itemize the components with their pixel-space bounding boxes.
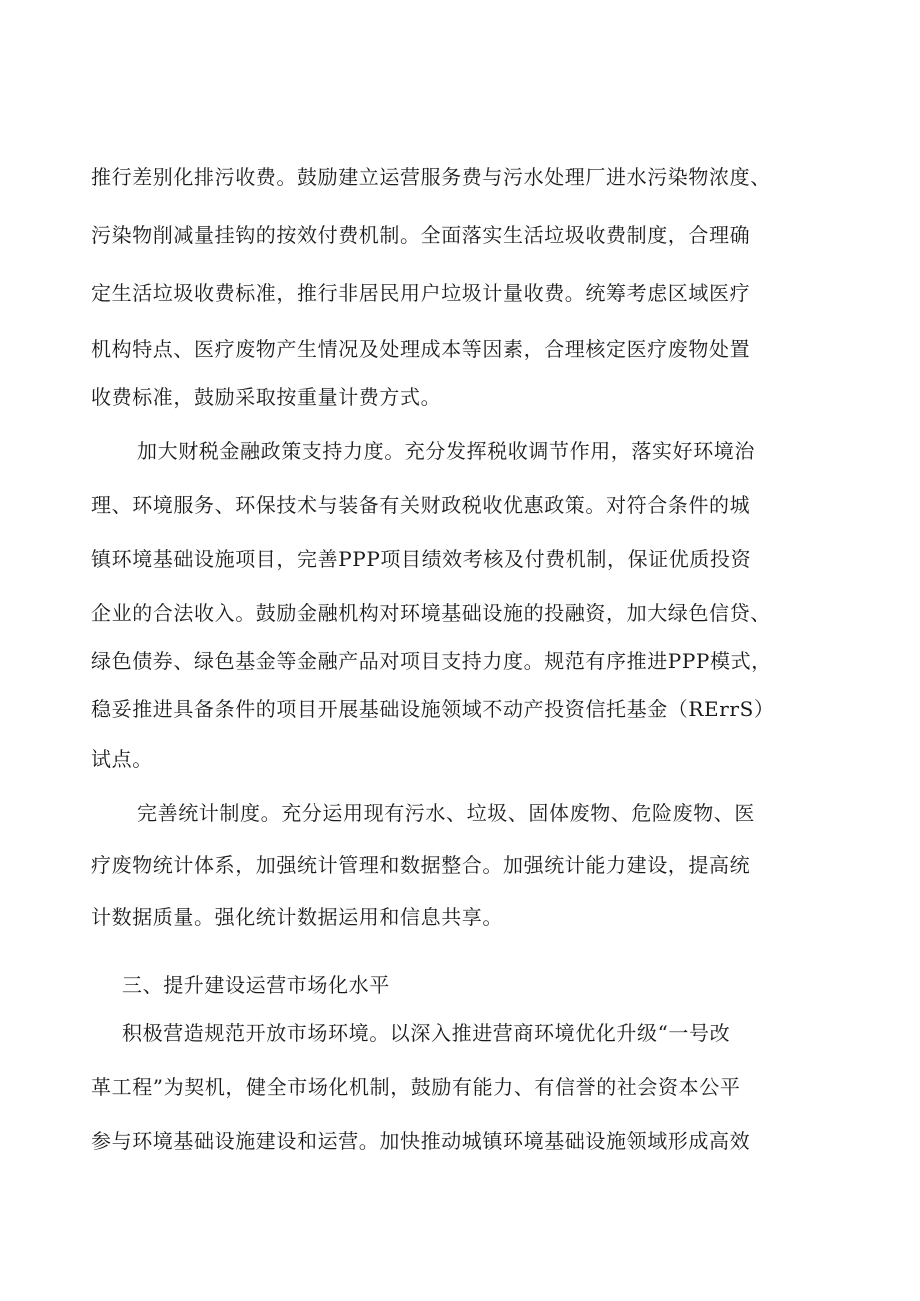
paragraph-1-line-5: 收费标准，鼓励采取按重量计费方式。 bbox=[91, 385, 442, 409]
paragraph-5-line-3: 参与环境基础设施建设和运营。加快推动城镇环境基础设施领域形成高效 bbox=[91, 1129, 751, 1153]
paragraph-3-line-2: 疗废物统计体系，加强统计管理和数据整合。加强统计能力建设，提高统 bbox=[91, 853, 751, 877]
paragraph-3-line-1: 完善统计制度。充分运用现有污水、垃圾、固体废物、危险废物、医 bbox=[137, 801, 755, 825]
paragraph-2-line-6: 稳妥推进具备条件的项目开展基础设施领域不动产投资信托基金（RErrS） bbox=[91, 697, 775, 721]
paragraph-5-line-1: 积极营造规范开放市场环境。以深入推进营商环境优化升级“一号改 bbox=[122, 1021, 731, 1045]
paragraph-2-line-3: 镇环境基础设施项目，完善PPP项目绩效考核及付费机制，保证优质投资 bbox=[91, 547, 752, 571]
paragraph-1-line-3: 定生活垃圾收费标准，推行非居民用户垃圾计量收费。统筹考虑区域医疗 bbox=[91, 281, 751, 305]
paragraph-5-line-2: 革工程”为契机，健全市场化机制，鼓励有能力、有信誉的社会资本公平 bbox=[91, 1075, 741, 1099]
paragraph-2-line-2: 理、环境服务、环保技术与装备有关财政税收优惠政策。对符合条件的城 bbox=[91, 493, 751, 517]
paragraph-1-line-2: 污染物削减量挂钩的按效付费机制。全面落实生活垃圾收费制度，合理确 bbox=[91, 223, 751, 247]
paragraph-1-line-1: 推行差别化排污收费。鼓励建立运营服务费与污水处理厂进水污染物浓度、 bbox=[91, 165, 771, 189]
paragraph-1-line-4: 机构特点、医疗废物产生情况及处理成本等因素，合理核定医疗废物处置 bbox=[91, 337, 751, 361]
paragraph-2-line-7: 试点。 bbox=[91, 747, 153, 771]
paragraph-2-line-5: 绿色债券、绿色基金等金融产品对项目支持力度。规范有序推进PPP模式， bbox=[91, 649, 772, 673]
section-heading: 三、提升建设运营市场化水平 bbox=[122, 973, 390, 997]
paragraph-2-line-1: 加大财税金融政策支持力度。充分发挥税收调节作用，落实好环境治 bbox=[137, 439, 755, 463]
paragraph-2-line-4: 企业的合法收入。鼓励金融机构对环境基础设施的投融资，加大绿色信贷、 bbox=[91, 601, 771, 625]
paragraph-3-line-3: 计数据质量。强化统计数据运用和信息共享。 bbox=[91, 905, 503, 929]
